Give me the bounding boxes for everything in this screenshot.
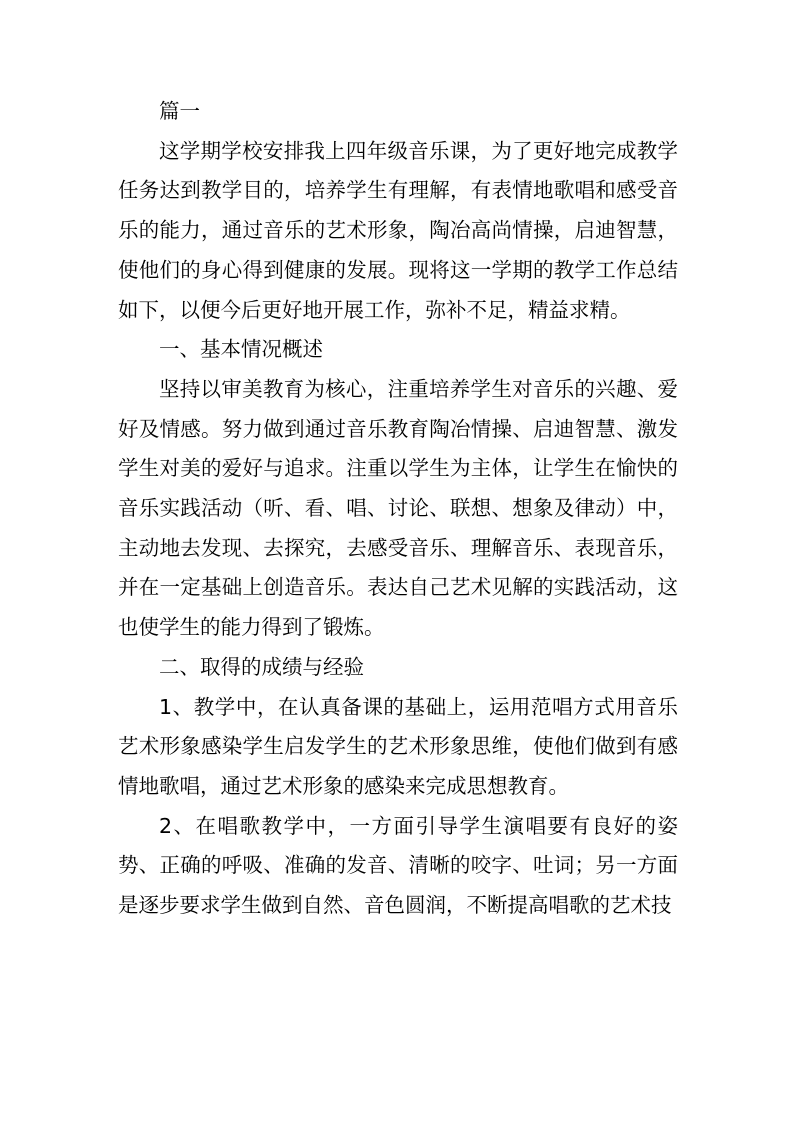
intro-paragraph: 这学期学校安排我上四年级音乐课，为了更好地完成教学任务达到教学目的，培养学生有理解，有表情地歌唱和感受音乐的能力，通过音乐的艺术形象，陶冶高尚情操，启迪智慧，使他们的身心得到健康的发展。现将这一学期的教学工作总结如下，以便今后更好地开展工作，弥补不足，精益求精。 (118, 138, 678, 322)
section-basic-overview-paragraph: 坚持以审美教育为核心，注重培养学生对音乐的兴趣、爱好及情感。努力做到通过音乐教育陶冶情操、启迪智慧、激发学生对美的爱好与追求。注重以学生为主体，让学生在愉快的音乐实践活动（听、看、唱、讨论、联想、想象及律动）中，主动地去发现、去探究，去感受音乐、理解音乐、表现音乐，并在一定基础上创造音乐。表达自己艺术见解的实践活动，这也使学生的能力得到了锻炼。 (118, 376, 678, 640)
document-title: 篇一 (159, 99, 200, 123)
achievement-item-1: 1、教学中，在认真备课的基础上，运用范唱方式用音乐艺术形象感染学生启发学生的艺术形象思维，使他们做到有感情地歌唱，通过艺术形象的感染来完成思想教育。 (118, 694, 678, 798)
section-heading-achievements: 二、取得的成绩与经验 (159, 654, 364, 679)
document-body (118, 92, 678, 926)
achievement-item-2: 2、在唱歌教学中，一方面引导学生演唱要有良好的姿势、正确的呼吸、准确的发音、清晰的咬字、吐词；另一方面是逐步要求学生做到自然、音色圆润，不断提高唱歌的艺术技 (118, 813, 678, 918)
section-heading-basic-overview: 一、基本情况概述 (159, 337, 323, 362)
